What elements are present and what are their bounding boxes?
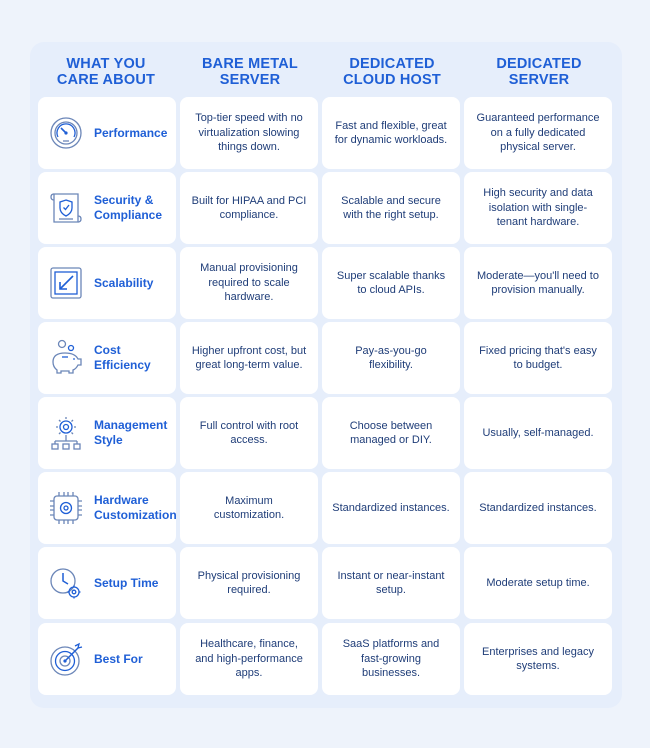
bare-metal-cell: Higher upfront cost, but great long-term value. [180, 322, 318, 394]
cloud-host-cell: Pay-as-you-go flexibility. [322, 322, 460, 394]
target-icon [48, 639, 84, 679]
row-label-cell [38, 97, 176, 169]
row-label [94, 343, 151, 373]
label-line: Hardware [94, 493, 149, 507]
label-line: Security & [94, 193, 154, 207]
label-line: Compliance [94, 208, 163, 222]
label-line: Management [94, 418, 168, 432]
table-row-hardware-customization [38, 472, 612, 544]
header-line: DEDICATED [496, 56, 582, 72]
table-row-performance [38, 97, 612, 169]
table-row-cost-efficiency [38, 322, 612, 394]
dedicated-server-cell: Moderate setup time. [464, 547, 612, 619]
dedicated-server-cell: Fixed pricing that's easy to budget. [464, 322, 612, 394]
row-label-cell [38, 322, 176, 394]
table-row-setup-time [38, 547, 612, 619]
row-label [94, 276, 153, 291]
header-bare-metal-server [180, 56, 320, 88]
row-label-cell [38, 623, 176, 695]
dedicated-server-cell: Standardized instances. [464, 472, 612, 544]
table-row-scalability [38, 247, 612, 319]
dedicated-server-cell: Guaranteed performance on a fully dedicated physical server. [464, 97, 612, 169]
cloud-host-cell: Fast and flexible, great for dynamic workloads. [322, 97, 460, 169]
bare-metal-cell: Healthcare, finance, and high-performance apps. [180, 623, 318, 695]
table-row-best-for [38, 623, 612, 695]
shield-document-icon [48, 188, 84, 228]
label-line: Setup Time [94, 575, 159, 590]
header-line: BARE METAL [202, 56, 298, 72]
row-label-cell [38, 172, 176, 244]
resize-arrow-icon [48, 263, 84, 303]
row-label-cell [38, 472, 176, 544]
table-row-security [38, 172, 612, 244]
header-what-you-care-about [36, 56, 176, 88]
label-line: Best For [94, 651, 143, 666]
speedometer-icon [48, 113, 84, 153]
label-line: Style [94, 433, 123, 447]
bare-metal-cell: Physical provisioning required. [180, 547, 318, 619]
header-line: DEDICATED [349, 56, 435, 72]
gear-hierarchy-icon [48, 413, 84, 453]
table-header [36, 56, 612, 92]
row-label [94, 193, 162, 223]
label-line: Cost [94, 343, 121, 357]
label-line: Performance [94, 125, 168, 140]
cloud-host-cell: SaaS platforms and fast-growing businesses. [322, 623, 460, 695]
cloud-host-cell: Instant or near-instant setup. [322, 547, 460, 619]
label-line: Efficiency [94, 358, 151, 372]
row-label-cell [38, 397, 176, 469]
row-label [94, 493, 177, 523]
row-label [94, 126, 167, 141]
header-line: SERVER [508, 72, 570, 88]
cloud-host-cell: Scalable and secure with the right setup. [322, 172, 460, 244]
cloud-host-cell: Choose between managed or DIY. [322, 397, 460, 469]
header-line: CARE ABOUT [56, 72, 156, 88]
row-label [94, 576, 158, 591]
label-line: Customization [94, 508, 177, 522]
bare-metal-cell: Top-tier speed with no virtualization slowing things down. [180, 97, 318, 169]
bare-metal-cell: Full control with root access. [180, 397, 318, 469]
header-line: WHAT YOU [66, 56, 146, 72]
dedicated-server-cell: Usually, self-managed. [464, 397, 612, 469]
header-line: CLOUD HOST [343, 72, 441, 88]
table-row-management-style [38, 397, 612, 469]
row-label [94, 652, 143, 667]
row-label [94, 418, 167, 448]
row-label-cell [38, 247, 176, 319]
bare-metal-cell: Built for HIPAA and PCI compliance. [180, 172, 318, 244]
bare-metal-cell: Manual provisioning required to scale hardware. [180, 247, 318, 319]
dedicated-server-cell: Enterprises and legacy systems. [464, 623, 612, 695]
dedicated-server-cell: Moderate—you'll need to provision manually. [464, 247, 612, 319]
header-line: SERVER [219, 72, 281, 88]
bare-metal-cell: Maximum customization. [180, 472, 318, 544]
clock-gear-icon [48, 563, 84, 603]
row-label-cell [38, 547, 176, 619]
header-dedicated-cloud-host [322, 56, 462, 88]
cloud-host-cell: Super scalable thanks to cloud APIs. [322, 247, 460, 319]
cloud-host-cell: Standardized instances. [322, 472, 460, 544]
header-dedicated-server [469, 56, 609, 88]
dedicated-server-cell: High security and data isolation with single-tenant hardware. [464, 172, 612, 244]
label-line: Scalability [94, 275, 154, 290]
piggy-bank-icon [48, 338, 84, 378]
chip-gear-icon [48, 488, 84, 528]
